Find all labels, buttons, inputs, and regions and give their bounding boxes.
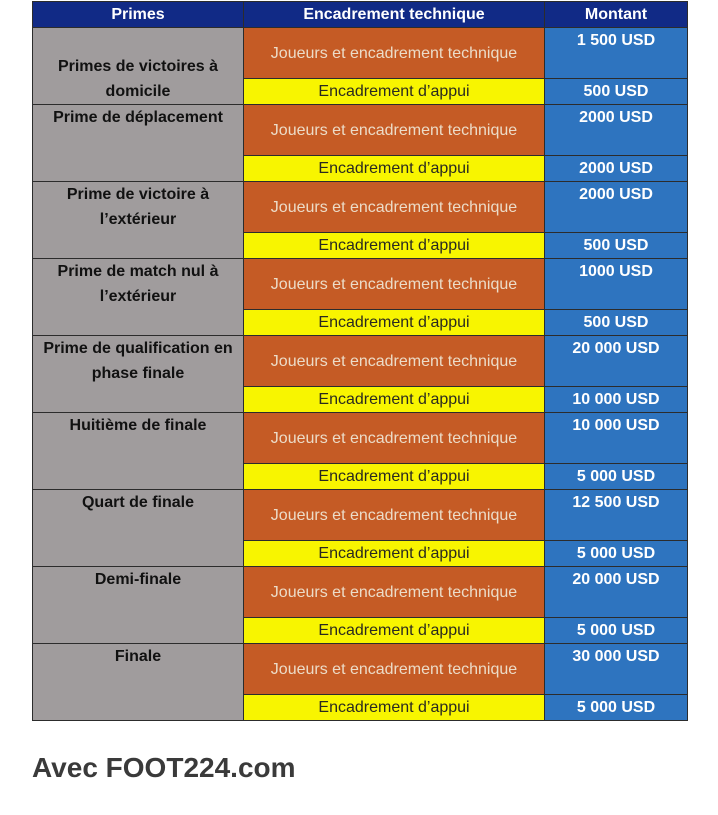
montant-appui: 500 USD (545, 310, 688, 336)
montant-appui: 5 000 USD (545, 695, 688, 721)
encadrement-joueurs-label: Joueurs et encadrement technique (244, 105, 545, 156)
encadrement-appui-label: Encadrement d’appui (244, 310, 545, 336)
montant-joueurs: 2000 USD (545, 182, 688, 233)
montant-joueurs: 2000 USD (545, 105, 688, 156)
montant-appui: 10 000 USD (545, 387, 688, 413)
prime-category: Huitième de finale (33, 413, 244, 490)
table-row (33, 182, 688, 233)
prime-category: Quart de finale (33, 490, 244, 567)
montant-appui: 500 USD (545, 233, 688, 259)
montant-joueurs: 1000 USD (545, 259, 688, 310)
encadrement-appui-label: Encadrement d’appui (244, 156, 545, 182)
prime-category: Prime de match nul à l’extérieur (33, 259, 244, 336)
encadrement-appui-label: Encadrement d’appui (244, 541, 545, 567)
prime-category: Prime de déplacement (33, 105, 244, 182)
table-row (33, 105, 688, 156)
montant-joueurs: 20 000 USD (545, 567, 688, 618)
montant-joueurs: 1 500 USD (545, 28, 688, 79)
header-montant: Montant (545, 2, 688, 28)
encadrement-joueurs-label: Joueurs et encadrement technique (244, 182, 545, 233)
montant-appui: 2000 USD (545, 156, 688, 182)
encadrement-appui-label: Encadrement d’appui (244, 464, 545, 490)
prime-category: Primes de victoires à domicile (33, 28, 244, 105)
table-row (33, 413, 688, 464)
encadrement-joueurs-label: Joueurs et encadrement technique (244, 644, 545, 695)
encadrement-joueurs-label: Joueurs et encadrement technique (244, 490, 545, 541)
encadrement-appui-label: Encadrement d’appui (244, 695, 545, 721)
encadrement-appui-label: Encadrement d’appui (244, 618, 545, 644)
table-row (33, 336, 688, 387)
table-row (33, 490, 688, 541)
source-caption: Avec FOOT224.com (32, 752, 296, 783)
primes-table (32, 1, 688, 721)
encadrement-appui-label: Encadrement d’appui (244, 79, 545, 105)
montant-joueurs: 30 000 USD (545, 644, 688, 695)
prime-category: Demi-finale (33, 567, 244, 644)
encadrement-joueurs-label: Joueurs et encadrement technique (244, 413, 545, 464)
encadrement-appui-label: Encadrement d’appui (244, 387, 545, 413)
table-body (33, 28, 688, 721)
montant-joueurs: 20 000 USD (545, 336, 688, 387)
table-row (33, 28, 688, 79)
header-encadrement: Encadrement technique (244, 2, 545, 28)
encadrement-joueurs-label: Joueurs et encadrement technique (244, 259, 545, 310)
table-row (33, 644, 688, 695)
montant-appui: 500 USD (545, 79, 688, 105)
montant-appui: 5 000 USD (545, 618, 688, 644)
table-row (33, 567, 688, 618)
prime-category: Finale (33, 644, 244, 721)
montant-joueurs: 10 000 USD (545, 413, 688, 464)
montant-appui: 5 000 USD (545, 464, 688, 490)
prime-category: Prime de victoire à l’extérieur (33, 182, 244, 259)
encadrement-joueurs-label: Joueurs et encadrement technique (244, 567, 545, 618)
montant-joueurs: 12 500 USD (545, 490, 688, 541)
encadrement-joueurs-label: Joueurs et encadrement technique (244, 28, 545, 79)
prime-category: Prime de qualification en phase finale (33, 336, 244, 413)
montant-appui: 5 000 USD (545, 541, 688, 567)
encadrement-joueurs-label: Joueurs et encadrement technique (244, 336, 545, 387)
header-row (33, 2, 688, 28)
table-row (33, 259, 688, 310)
encadrement-appui-label: Encadrement d’appui (244, 233, 545, 259)
header-primes: Primes (33, 2, 244, 28)
